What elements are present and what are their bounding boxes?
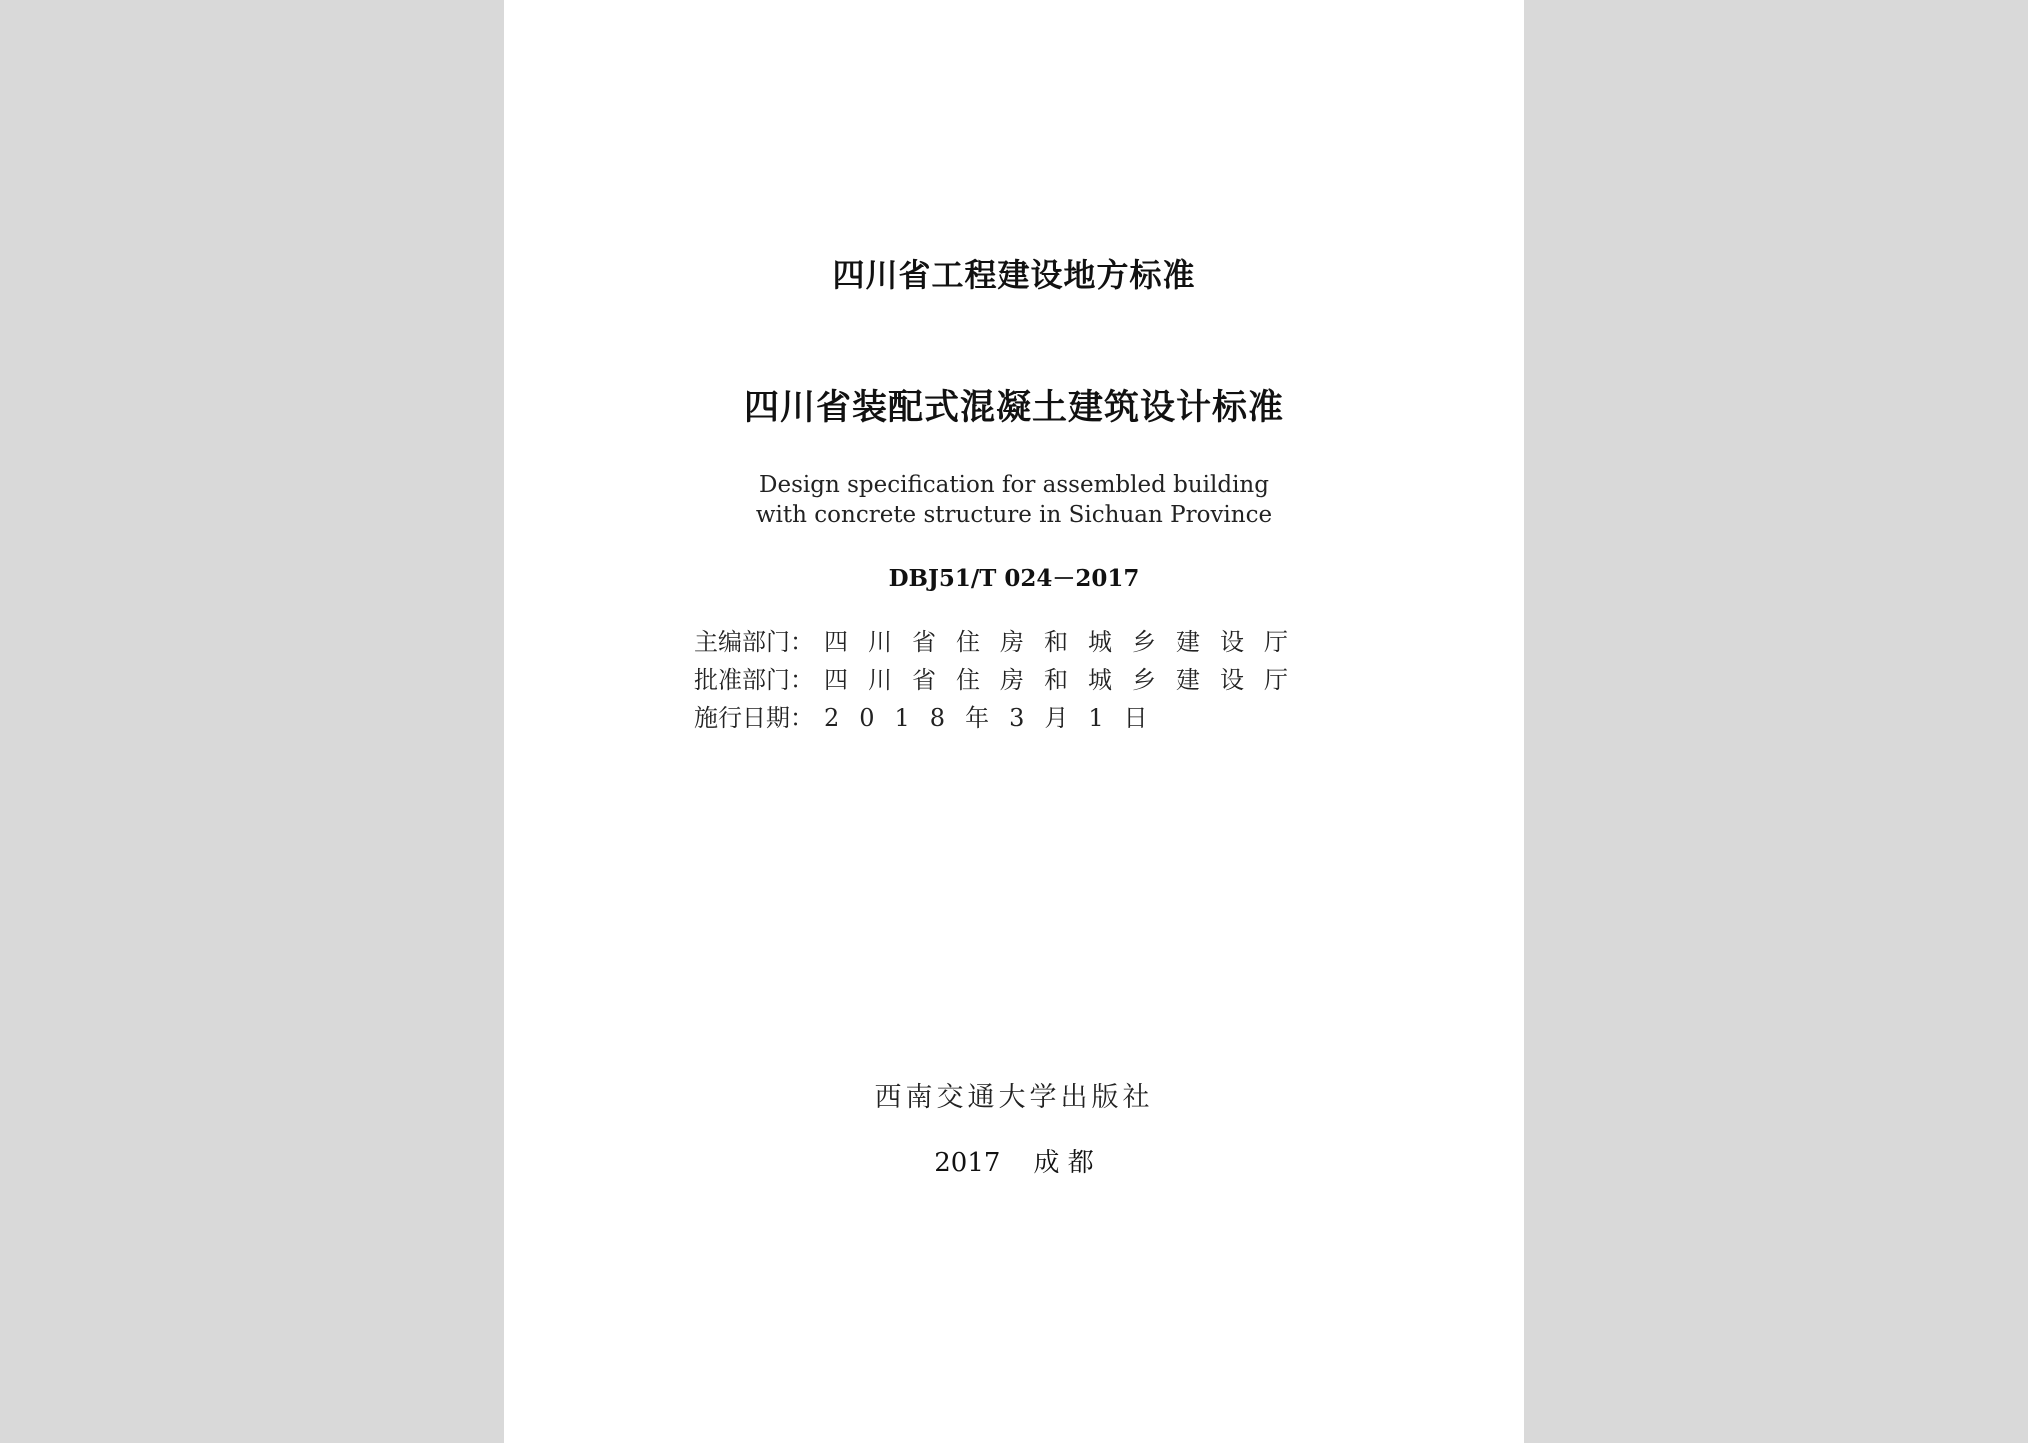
info-row-editor [694,622,1344,660]
document-title-cn: 四川省装配式混凝土建筑设计标准 [743,388,1284,428]
issuance-info [694,622,1344,736]
publication-year: 2017 [934,1148,1001,1178]
title-en-line-1: Design specification for assembled building [759,472,1269,498]
info-value: 2018年3月1日 [824,704,1168,732]
publication-place-year [504,1142,1524,1179]
info-label: 批准部门： [694,666,814,694]
info-value: 四川省住房和城乡建设厅 [824,666,1308,694]
info-label: 施行日期： [694,704,814,732]
series-header: 四川省工程建设地方标准 [832,256,1196,294]
info-value: 四川省住房和城乡建设厅 [824,628,1308,656]
document-page [504,0,1524,1443]
info-row-effective-date [694,698,1344,736]
info-row-approver [694,660,1344,698]
publisher: 西南交通大学出版社 [874,1082,1154,1113]
title-en-line-2: with concrete structure in Sichuan Province [755,502,1273,528]
standard-code: DBJ51/T 024－2017 [888,565,1140,592]
info-label: 主编部门： [694,628,814,656]
document-title-en [504,470,1524,530]
publication-city: 成 都 [1033,1148,1094,1178]
